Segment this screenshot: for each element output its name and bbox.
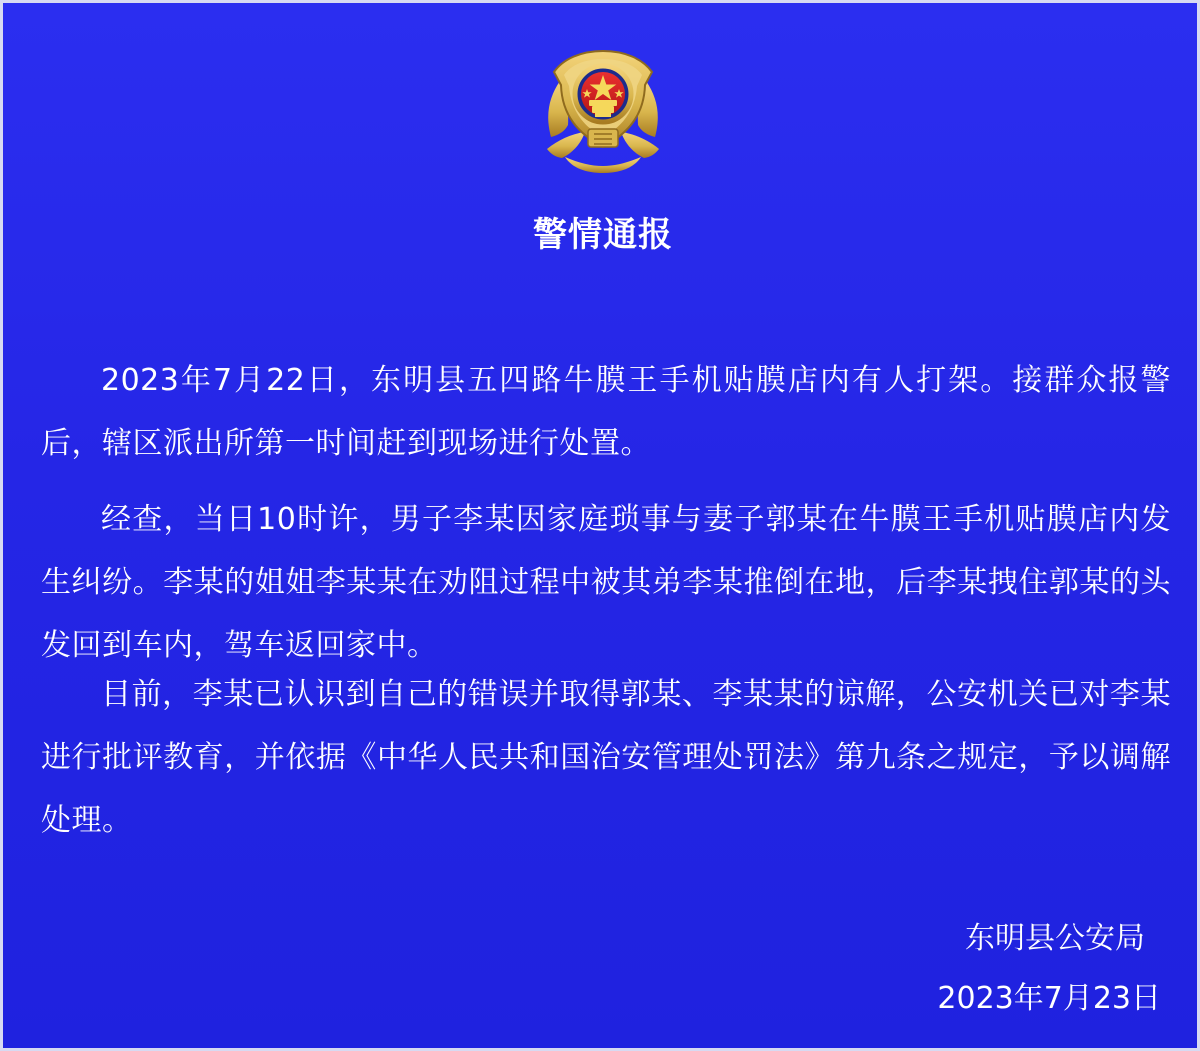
notice-title: 警情通报: [533, 215, 673, 255]
notice-paragraph-2: 经查，当日10时许，男子李某因家庭琐事与妻子郭某在牛膜王手机贴膜店内发生纠纷。李某的姐姐李某某在劝阻过程中被其弟李某推倒在地，后李某拽住郭某的头发回到车内，驾车返回家中。: [41, 502, 1171, 663]
police-emblem-icon: [531, 39, 675, 179]
notice-paragraph-1: 2023年7月22日，东明县五四路牛膜王手机贴膜店内有人打架。接群众报警后，辖区派出所第一时间赶到现场进行处置。: [41, 363, 1171, 461]
notice-paragraph-3: 目前，李某已认识到自己的错误并取得郭某、李某某的谅解，公安机关已对李某进行批评教育，并依据《中华人民共和国治安管理处罚法》第九条之规定，予以调解处理。: [41, 677, 1171, 838]
signature-date: 2023年7月23日: [937, 981, 1161, 1016]
signature-organization: 东明县公安局: [965, 921, 1145, 956]
